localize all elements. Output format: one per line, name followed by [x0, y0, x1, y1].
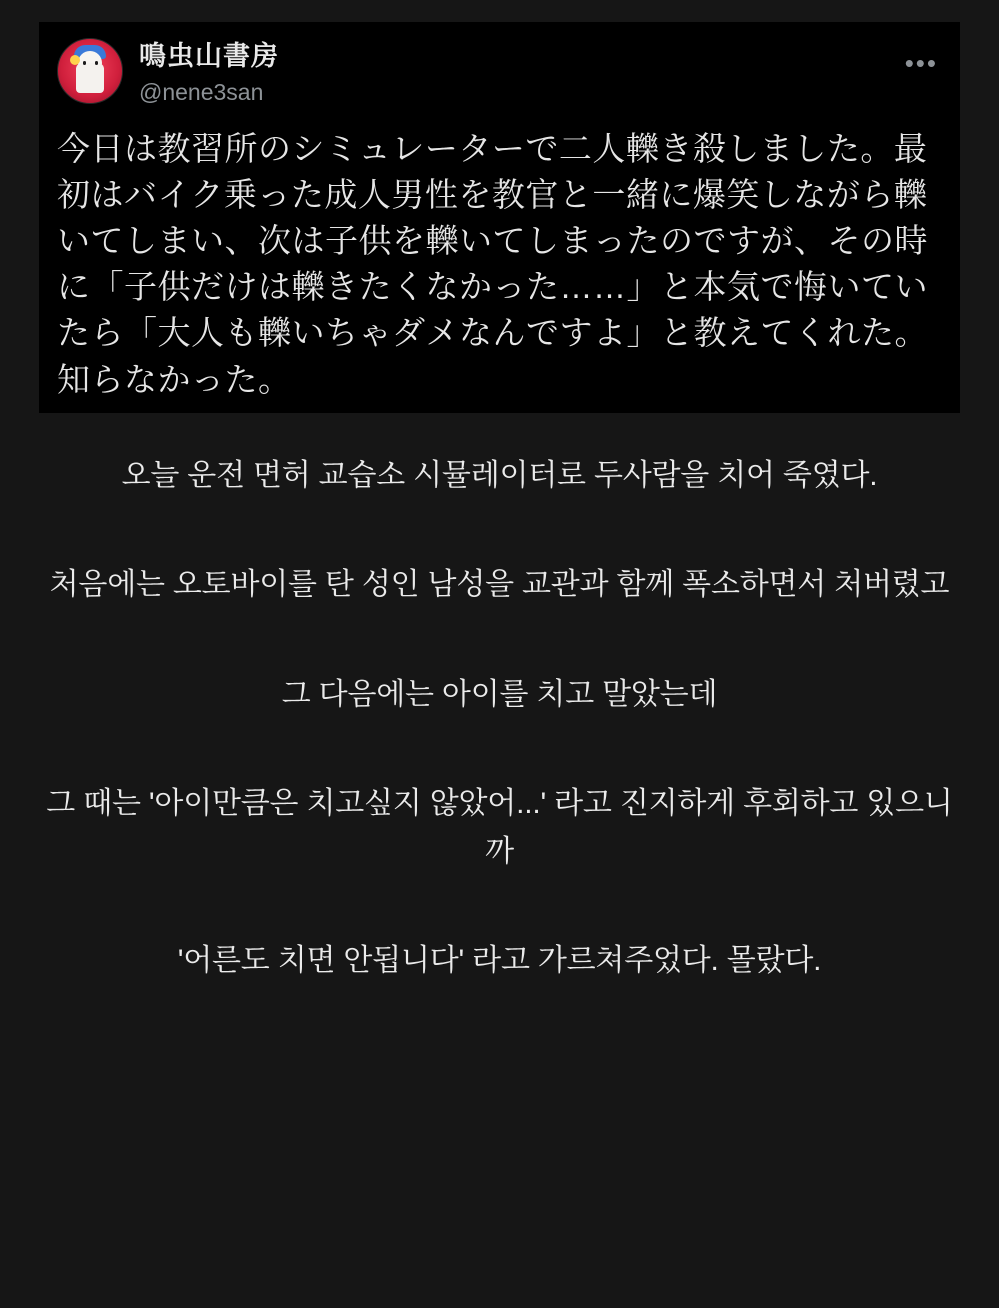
account-names	[139, 38, 279, 110]
more-options-icon[interactable]: •••	[904, 48, 938, 78]
avatar-eye-right-shape	[95, 61, 98, 65]
translation-paragraph: 그 때는 '아이만큼은 치고싶지 않았어...' 라고 진지하게 후회하고 있으니까	[46, 787, 953, 868]
translation-paragraph: 처음에는 오토바이를 탄 성인 남성을 교관과 함께 폭소하면서 처버렸고	[49, 568, 950, 602]
translation-paragraph: 오늘 운전 면허 교습소 시뮬레이터로 두사람을 치어 죽였다.	[121, 459, 878, 492]
tweet-text: 今日は教習所のシミュレーターで二人轢き殺しました。最初はバイク乗った成人男性を教官と一緒に爆笑しながら轢いてしまい、次は子供を轢いてしまったのですが、その時に「子供だけは轢きたくなかった……」と本気で悔いていたら「大人も轢いちゃダメなんですよ」と教えてくれた。知らなかった。	[57, 129, 928, 398]
avatar[interactable]	[57, 38, 123, 104]
translation-block	[0, 452, 999, 984]
translation-paragraph: '어른도 치면 안됩니다' 라고 가르쳐주었다. 몰랐다.	[177, 943, 822, 977]
avatar-eye-left-shape	[83, 61, 86, 65]
avatar-body-shape	[76, 63, 104, 93]
tweet-card	[39, 22, 960, 413]
account-handle[interactable]: @nene3san	[139, 79, 264, 106]
avatar-accessory-shape	[70, 55, 80, 65]
account-display-name[interactable]: 鳴虫山書房	[139, 41, 279, 71]
tweet-header	[57, 38, 942, 110]
translation-paragraph: 그 다음에는 아이를 치고 말았는데	[281, 677, 718, 711]
